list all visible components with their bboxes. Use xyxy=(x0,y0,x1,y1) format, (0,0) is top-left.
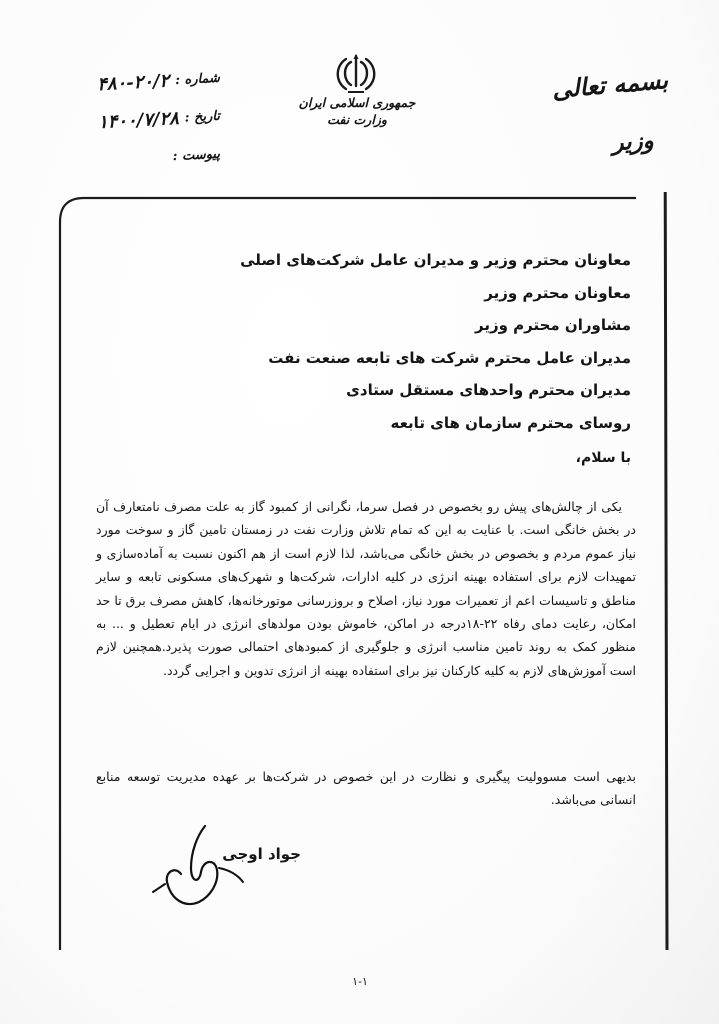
iran-emblem-icon xyxy=(334,52,378,96)
ministry-line-ministry: وزارت نفت xyxy=(327,112,387,127)
handwritten-signature-icon xyxy=(145,812,255,922)
recipient-line: مشاوران محترم وزیر xyxy=(475,316,631,334)
attachment-label: پیوست : xyxy=(172,146,221,164)
number-label: شماره : xyxy=(174,70,221,88)
recipient-line: معاونان محترم وزیر xyxy=(484,283,631,302)
recipients-list xyxy=(111,244,631,439)
date-label: تاریخ : xyxy=(184,108,221,126)
ministry-name xyxy=(290,94,424,128)
signer-name: جواد اوجی xyxy=(222,845,301,863)
letter-meta xyxy=(20,64,220,178)
number-value: ۴۸۰-۲۰/۲ xyxy=(96,69,170,95)
recipient-line: مدیران محترم واحدهای مستقل ستادی xyxy=(346,381,631,399)
greeting: با سلام، xyxy=(575,450,631,466)
body-paragraph-1: یکی از چالش‌های پیش رو بخصوص در فصل سرما، نگرانی از کمبود گاز به علت مصرف نامتعارف آن در بخش خانگی است. با عنایت به این که تمام تلاش وزارت نفت در زمستان تامین گاز و سوخت مورد نیاز عموم مردم و بخصوص در بخش خانگی می‌باشد، لذا لازم است از هم اکنون نسبت به آماده‌سازی و تمهیدات لازم برای استفاده بهینه انرژی در کلیه ادارات، شرکت‌ها و شهرک‌های مسکونی تابعه و سایر مناطق و تاسیسات اعم از تعمیرات مورد نیاز، اصلاح و بروزرسانی موتورخانه‌ها، کاهش مصرف برق تا حد امکان، رعایت دمای رفاه ۲۲-۱۸درجه در اماکن، خاموش بودن مولدهای انرژی در ایام تعطیل و ... به منظور کمک به روند تامین مناسب انرژی و جلوگیری از کمبودهای احتمالی صورت پذیرد.همچنین لازم است آموزش‌های لازم به کلیه کارکنان نیز برای استفاده بهینه از انرژی تدوین و اجرایی گردد. xyxy=(96,499,636,678)
basmala-heading: بسمه تعالی xyxy=(550,64,670,105)
recipient-line: مدیران عامل محترم شرکت های تابعه صنعت نفت xyxy=(268,348,631,367)
body-paragraph-2: بدیهی است مسوولیت پیگیری و نظارت در این خصوص در شرکت‌ها بر عهده مدیریت توسعه منابع انسانی می‌باشد. xyxy=(96,769,636,808)
page-number: ۱-۱ xyxy=(352,975,368,988)
recipient-line: روسای محترم سازمان های تابعه xyxy=(390,413,631,432)
date-value: ۱۴۰۰/۷/۲۸ xyxy=(97,107,180,133)
ministry-line-country: جمهوری اسلامی ایران xyxy=(298,95,416,110)
office-title: وزیر xyxy=(611,126,655,157)
recipient-line: معاونان محترم وزیر و مدیران عامل شرکت‌های اصلی xyxy=(240,251,631,269)
